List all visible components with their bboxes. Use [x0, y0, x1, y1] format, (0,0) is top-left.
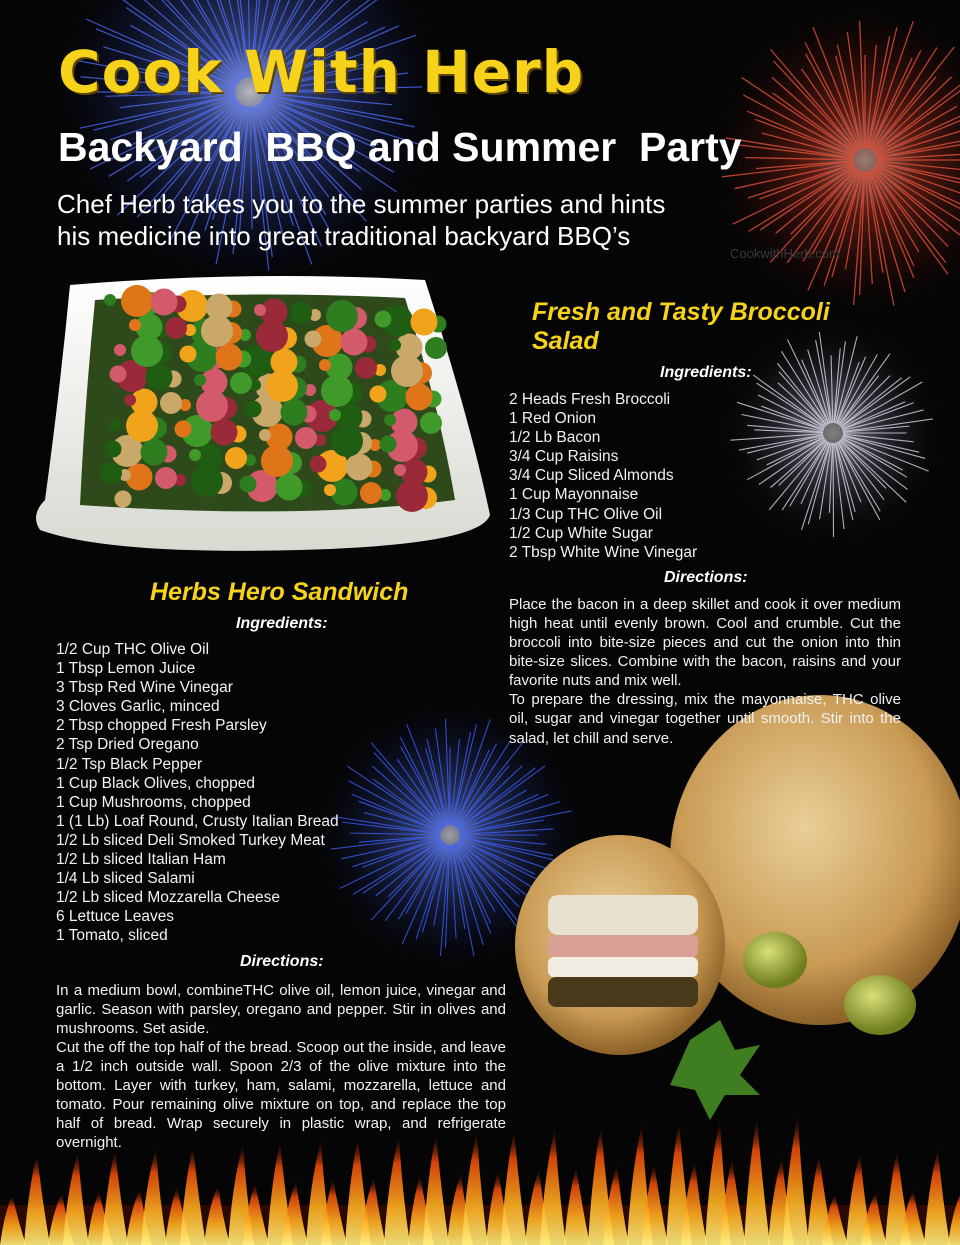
- hero-sandwich-recipe: [56, 578, 506, 1152]
- salad-piece: [180, 346, 197, 363]
- salad-piece: [295, 427, 317, 449]
- salad-piece: [370, 386, 387, 403]
- flame: [63, 1152, 89, 1245]
- ingredient-item: 1/2 Tsp Black Pepper: [56, 755, 203, 773]
- salad-piece: [160, 392, 182, 414]
- salad-piece: [175, 421, 192, 438]
- salad-piece: [384, 414, 396, 426]
- salad-piece: [389, 339, 401, 351]
- salad-piece: [326, 300, 358, 332]
- ingredient-item: 3 Cloves Garlic, minced: [56, 698, 220, 716]
- salad-piece: [131, 335, 163, 367]
- salad-piece: [109, 419, 121, 431]
- salad-piece: [355, 357, 377, 379]
- salad-piece: [110, 366, 127, 383]
- ingredient-item: 1 Tomato, sliced: [56, 927, 168, 945]
- salad-piece: [146, 364, 173, 391]
- salad-piece: [259, 429, 271, 441]
- salad-piece: [115, 491, 132, 508]
- ingredient-item: 1/2 Lb sliced Mozzarella Cheese: [56, 889, 281, 907]
- broccoli-salad-recipe: [509, 298, 901, 748]
- salad-piece: [391, 355, 423, 387]
- ingredient-list: [509, 390, 901, 562]
- salad-piece: [281, 399, 308, 426]
- salad-piece: [380, 436, 397, 453]
- salad-piece: [240, 476, 257, 493]
- ingredient-item: 2 Tsp Dried Oregano: [56, 736, 199, 754]
- salad-piece: [396, 480, 428, 512]
- ingredient-item: 2 Tbsp chopped Fresh Parsley: [56, 717, 267, 735]
- salad-piece: [331, 425, 363, 457]
- flame: [540, 1128, 566, 1245]
- salad-piece: [256, 320, 288, 352]
- ingredient-item: 6 Lettuce Leaves: [56, 908, 175, 926]
- direction-paragraph: Place the bacon in a deep skillet and cook it over medium high heat until evenly brown. Cool and crumble. Cut the broccoli into bite-size pieces and cut the onion into thin bite-size slices. Combine with the bacon, raisins and your favorite nuts and mix well.: [509, 595, 901, 690]
- salad-piece: [346, 454, 373, 481]
- salad-piece: [121, 285, 153, 317]
- salad-piece: [276, 474, 303, 501]
- intro-line: Chef Herb takes you to the summer parties and hints: [57, 189, 666, 219]
- intro-line: his medicine into great traditional backyard BBQ’s: [57, 221, 631, 251]
- salad-piece: [155, 467, 177, 489]
- salad-piece: [261, 445, 293, 477]
- directions-text: [509, 595, 901, 748]
- ingredient-item: 3/4 Cup Raisins: [509, 448, 619, 466]
- salad-piece: [290, 302, 312, 324]
- salad-piece: [194, 374, 206, 386]
- salad-piece: [305, 331, 322, 348]
- flame: [24, 1154, 50, 1245]
- salad-piece: [319, 359, 331, 371]
- salad-piece: [254, 304, 266, 316]
- direction-paragraph: To prepare the dressing, mix the mayonnaise, THC olive oil, sugar and vinegar together until smooth. Stir into the salad, let chill and serve.: [509, 691, 901, 747]
- salad-piece: [266, 370, 298, 402]
- salad-piece: [394, 464, 406, 476]
- salad-piece: [165, 317, 187, 339]
- salad-piece: [341, 329, 368, 356]
- salad-piece: [329, 409, 341, 421]
- page-subtitle: Backyard BBQ and Summer Party: [58, 124, 742, 170]
- flame: [141, 1148, 167, 1245]
- salad-piece: [230, 372, 252, 394]
- ingredient-item: 1/2 Cup White Sugar: [509, 524, 653, 542]
- ingredient-item: 1 (1 Lb) Loaf Round, Crusty Italian Bread: [56, 812, 339, 830]
- flame: [180, 1146, 206, 1245]
- direction-paragraph: In a medium bowl, combineTHC olive oil, lemon juice, vinegar and garlic. Season with parsley, oregano and pepper. Stir in olives and mushrooms. Set aside.: [56, 981, 506, 1037]
- salad-piece: [211, 419, 238, 446]
- flame: [102, 1150, 128, 1245]
- flame: [783, 1116, 809, 1245]
- salad-piece: [104, 294, 116, 306]
- intro-text: [57, 188, 757, 252]
- salad-piece: [191, 465, 223, 497]
- salad-piece: [324, 484, 336, 496]
- salad-piece: [129, 319, 141, 331]
- ingredient-list: [56, 640, 506, 946]
- flame: [384, 1136, 410, 1245]
- ingredients-heading: Ingredients:: [236, 615, 328, 632]
- salad-piece: [420, 412, 442, 434]
- ingredient-item: 2 Heads Fresh Broccoli: [509, 391, 671, 408]
- salad-piece: [189, 449, 201, 461]
- salad-piece: [114, 344, 126, 356]
- salad-piece: [411, 309, 438, 336]
- page-title: Cook With Herb: [58, 38, 585, 106]
- salad-piece: [151, 289, 178, 316]
- salad-piece: [141, 439, 168, 466]
- ingredient-item: 1 Cup Mushrooms, chopped: [56, 793, 251, 811]
- ingredient-item: 1/3 Cup THC Olive Oil: [509, 505, 663, 523]
- salad-piece: [216, 344, 243, 371]
- ingredient-item: 1 Cup Mayonnaise: [509, 486, 639, 504]
- salad-piece: [100, 462, 122, 484]
- salad-piece: [126, 410, 158, 442]
- directions-text: [56, 981, 506, 1153]
- directions-heading: Directions:: [240, 952, 324, 970]
- salad-piece: [124, 394, 136, 406]
- watermark: CookwithHerb.com: [730, 246, 840, 261]
- salad-piece: [225, 447, 247, 469]
- directions-heading: Directions:: [664, 568, 748, 586]
- ingredients-heading: Ingredients:: [660, 364, 752, 381]
- ingredient-item: 1 Tbsp Lemon Juice: [56, 660, 196, 678]
- salad-piece: [201, 315, 233, 347]
- flame: [924, 1149, 950, 1245]
- ingredient-item: 3/4 Cup Sliced Almonds: [509, 467, 674, 485]
- salad-piece: [360, 482, 382, 504]
- salad-piece: [406, 384, 433, 411]
- salad-piece: [321, 375, 353, 407]
- salad-piece: [425, 337, 447, 359]
- ingredient-item: 1/2 Lb Bacon: [509, 429, 601, 447]
- ingredient-item: 3 Tbsp Red Wine Vinegar: [56, 679, 233, 697]
- salad-piece: [245, 401, 262, 418]
- salad-piece: [196, 390, 228, 422]
- salad-piece: [310, 456, 327, 473]
- ingredient-item: 1/2 Lb sliced Deli Smoked Turkey Meat: [56, 831, 325, 849]
- ingredient-item: 2 Tbsp White Wine Vinegar: [509, 543, 698, 561]
- ingredient-item: 1/2 Cup THC Olive Oil: [56, 641, 210, 658]
- ingredient-item: 1/2 Lb sliced Italian Ham: [56, 851, 226, 869]
- recipe-title: Fresh and Tasty Broccoli Salad: [532, 298, 830, 355]
- ingredient-item: 1 Cup Black Olives, chopped: [56, 774, 256, 792]
- salad-piece: [105, 441, 122, 458]
- flame: [744, 1118, 770, 1245]
- recipe-title: Herbs Hero Sandwich: [150, 578, 409, 606]
- direction-paragraph: Cut the off the top half of the bread. Scoop out the inside, and leave a 1/2 inch outside wall. Spoon 2/3 of the olive mixture into the bottom. Layer with turkey, ham, salami, mozzarella, lettuce and tomato. Pour remaining olive mixture on top, and replace the top half of bread. Wrap securely in plastic wrap, and refrigerate overnight.: [56, 1038, 506, 1152]
- ingredient-item: 1 Red Onion: [509, 410, 597, 428]
- ingredient-item: 1/4 Lb sliced Salami: [56, 870, 195, 888]
- salad-piece: [375, 311, 392, 328]
